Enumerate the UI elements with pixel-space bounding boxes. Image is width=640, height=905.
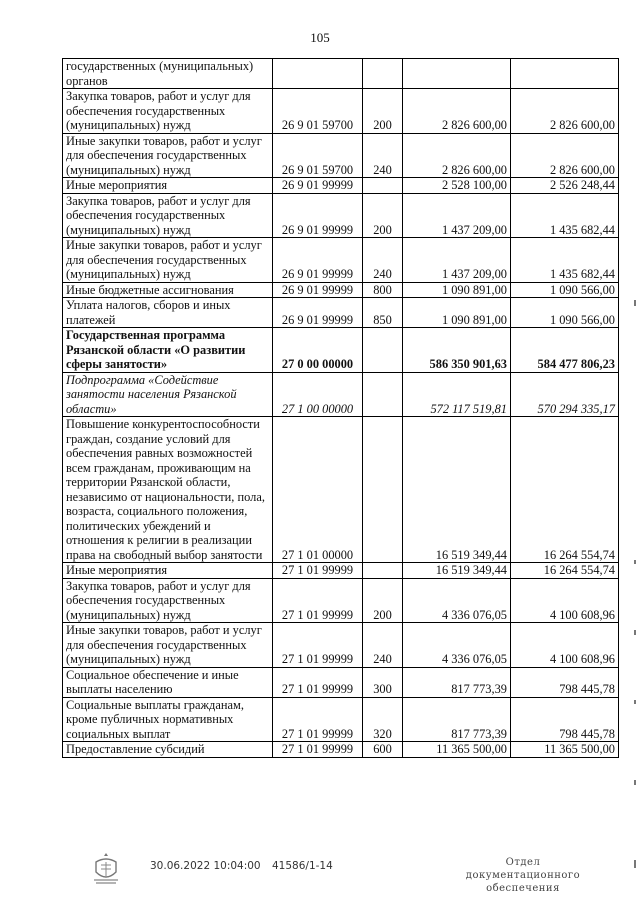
- cell-amount-planned: 4 336 076,05: [403, 578, 511, 623]
- cell-amount-executed: 2 826 600,00: [511, 89, 619, 134]
- budget-table-body: [63, 59, 619, 758]
- cell-expense-type: 600: [363, 742, 403, 758]
- cell-amount-planned: [403, 59, 511, 89]
- cell-name: Закупка товаров, работ и услуг для обеспечения государственных (муниципальных) нужд: [63, 89, 273, 134]
- footer-department: [448, 856, 598, 895]
- cell-target-code: 27 1 01 99999: [273, 742, 363, 758]
- table-row: [63, 193, 619, 238]
- cell-amount-planned: 2 826 600,00: [403, 133, 511, 178]
- cell-amount-planned: 817 773,39: [403, 697, 511, 742]
- cell-amount-executed: 1 435 682,44: [511, 238, 619, 283]
- cell-target-code: 26 9 01 59700: [273, 89, 363, 134]
- cell-expense-type: [363, 328, 403, 373]
- table-row: [63, 623, 619, 668]
- table-row: [63, 89, 619, 134]
- cell-amount-planned: 1 090 891,00: [403, 282, 511, 298]
- cell-amount-planned: 4 336 076,05: [403, 623, 511, 668]
- cell-amount-planned: 817 773,39: [403, 667, 511, 697]
- cell-target-code: 26 9 01 99999: [273, 178, 363, 194]
- cell-amount-planned: 16 519 349,44: [403, 417, 511, 563]
- cell-name: Социальные выплаты гражданам, кроме публичных нормативных социальных выплат: [63, 697, 273, 742]
- cell-amount-executed: 1 090 566,00: [511, 298, 619, 328]
- cell-target-code: 26 9 01 99999: [273, 238, 363, 283]
- cell-target-code: 27 1 01 00000: [273, 417, 363, 563]
- cell-name: Подпрограмма «Содействие занятости населения Рязанской области»: [63, 372, 273, 417]
- cell-target-code: [273, 59, 363, 89]
- cell-target-code: 27 0 00 00000: [273, 328, 363, 373]
- cell-amount-planned: 16 519 349,44: [403, 563, 511, 579]
- cell-expense-type: 800: [363, 282, 403, 298]
- cell-name: Иные мероприятия: [63, 563, 273, 579]
- cell-name: Предоставление субсидий: [63, 742, 273, 758]
- cell-expense-type: 320: [363, 697, 403, 742]
- cell-expense-type: [363, 372, 403, 417]
- cell-amount-planned: 1 437 209,00: [403, 193, 511, 238]
- cell-name: Повышение конкурентоспособности граждан, создание условий для обеспечения равных возможностей всем гражданам, проживающим на территории Рязанской области, независимо от национальности, пола, возраста, социального положения, политических убеждений и отношения к религии в реализации права на свободный выбор занятости: [63, 417, 273, 563]
- cell-name: Социальное обеспечение и иные выплаты населению: [63, 667, 273, 697]
- cell-amount-planned: 1 090 891,00: [403, 298, 511, 328]
- table-row: [63, 417, 619, 563]
- table-row: [63, 298, 619, 328]
- cell-amount-planned: 572 117 519,81: [403, 372, 511, 417]
- cell-name: Закупка товаров, работ и услуг для обеспечения государственных (муниципальных) нужд: [63, 578, 273, 623]
- cell-amount-planned: 2 528 100,00: [403, 178, 511, 194]
- cell-target-code: 27 1 01 99999: [273, 563, 363, 579]
- cell-amount-executed: 1 090 566,00: [511, 282, 619, 298]
- cell-target-code: 26 9 01 59700: [273, 133, 363, 178]
- table-row: [63, 372, 619, 417]
- footer-department-line1: Отдел документационного: [465, 857, 581, 881]
- cell-name: Иные закупки товаров, работ и услуг для обеспечения государственных (муниципальных) нужд: [63, 133, 273, 178]
- cell-name: Иные бюджетные ассигнования: [63, 282, 273, 298]
- table-row: [63, 59, 619, 89]
- cell-expense-type: 240: [363, 623, 403, 668]
- cell-amount-executed: 584 477 806,23: [511, 328, 619, 373]
- cell-amount-executed: 798 445,78: [511, 697, 619, 742]
- page-number: 105: [310, 30, 330, 45]
- table-row: [63, 282, 619, 298]
- table-row: [63, 178, 619, 194]
- coat-of-arms-icon: [92, 852, 120, 886]
- cell-amount-executed: 11 365 500,00: [511, 742, 619, 758]
- cell-amount-executed: 16 264 554,74: [511, 417, 619, 563]
- cell-amount-executed: 1 435 682,44: [511, 193, 619, 238]
- cell-name: государственных (муниципальных) органов: [63, 59, 273, 89]
- cell-expense-type: [363, 59, 403, 89]
- cell-target-code: 27 1 01 99999: [273, 623, 363, 668]
- cell-expense-type: [363, 563, 403, 579]
- table-row: [63, 742, 619, 758]
- cell-target-code: 27 1 00 00000: [273, 372, 363, 417]
- budget-table: [62, 58, 619, 758]
- cell-expense-type: 300: [363, 667, 403, 697]
- footer-department-line2: обеспечения: [486, 883, 560, 894]
- table-row: [63, 133, 619, 178]
- cell-amount-executed: 570 294 335,17: [511, 372, 619, 417]
- cell-target-code: 26 9 01 99999: [273, 298, 363, 328]
- cell-amount-planned: 2 826 600,00: [403, 89, 511, 134]
- cell-name: Государственная программа Рязанской области «О развитии сферы занятости»: [63, 328, 273, 373]
- table-row: [63, 667, 619, 697]
- table-row: [63, 563, 619, 579]
- cell-amount-executed: 4 100 608,96: [511, 578, 619, 623]
- cell-amount-planned: 11 365 500,00: [403, 742, 511, 758]
- cell-expense-type: [363, 178, 403, 194]
- cell-expense-type: 200: [363, 193, 403, 238]
- cell-name: Закупка товаров, работ и услуг для обеспечения государственных (муниципальных) нужд: [63, 193, 273, 238]
- cell-amount-executed: 2 526 248,44: [511, 178, 619, 194]
- cell-name: Иные закупки товаров, работ и услуг для обеспечения государственных (муниципальных) нужд: [63, 238, 273, 283]
- cell-expense-type: 850: [363, 298, 403, 328]
- cell-name: Иные закупки товаров, работ и услуг для обеспечения государственных (муниципальных) нужд: [63, 623, 273, 668]
- cell-name: Уплата налогов, сборов и иных платежей: [63, 298, 273, 328]
- cell-amount-executed: 798 445,78: [511, 667, 619, 697]
- cell-target-code: 27 1 01 99999: [273, 667, 363, 697]
- cell-expense-type: 240: [363, 238, 403, 283]
- cell-expense-type: [363, 417, 403, 563]
- table-row: [63, 697, 619, 742]
- table-row: [63, 578, 619, 623]
- cell-target-code: 27 1 01 99999: [273, 578, 363, 623]
- footer-document-number: 41586/1-14: [272, 860, 333, 872]
- cell-amount-executed: [511, 59, 619, 89]
- cell-expense-type: 240: [363, 133, 403, 178]
- table-row: [63, 238, 619, 283]
- cell-amount-executed: 4 100 608,96: [511, 623, 619, 668]
- table-row: [63, 328, 619, 373]
- cell-amount-executed: 16 264 554,74: [511, 563, 619, 579]
- cell-expense-type: 200: [363, 89, 403, 134]
- footer: [0, 852, 640, 892]
- footer-date: 30.06.2022 10:04:00: [150, 860, 261, 872]
- cell-target-code: 27 1 01 99999: [273, 697, 363, 742]
- margin-marks: [630, 0, 636, 905]
- cell-amount-planned: 586 350 901,63: [403, 328, 511, 373]
- cell-amount-executed: 2 826 600,00: [511, 133, 619, 178]
- cell-amount-planned: 1 437 209,00: [403, 238, 511, 283]
- cell-target-code: 26 9 01 99999: [273, 193, 363, 238]
- cell-target-code: 26 9 01 99999: [273, 282, 363, 298]
- cell-expense-type: 200: [363, 578, 403, 623]
- cell-name: Иные мероприятия: [63, 178, 273, 194]
